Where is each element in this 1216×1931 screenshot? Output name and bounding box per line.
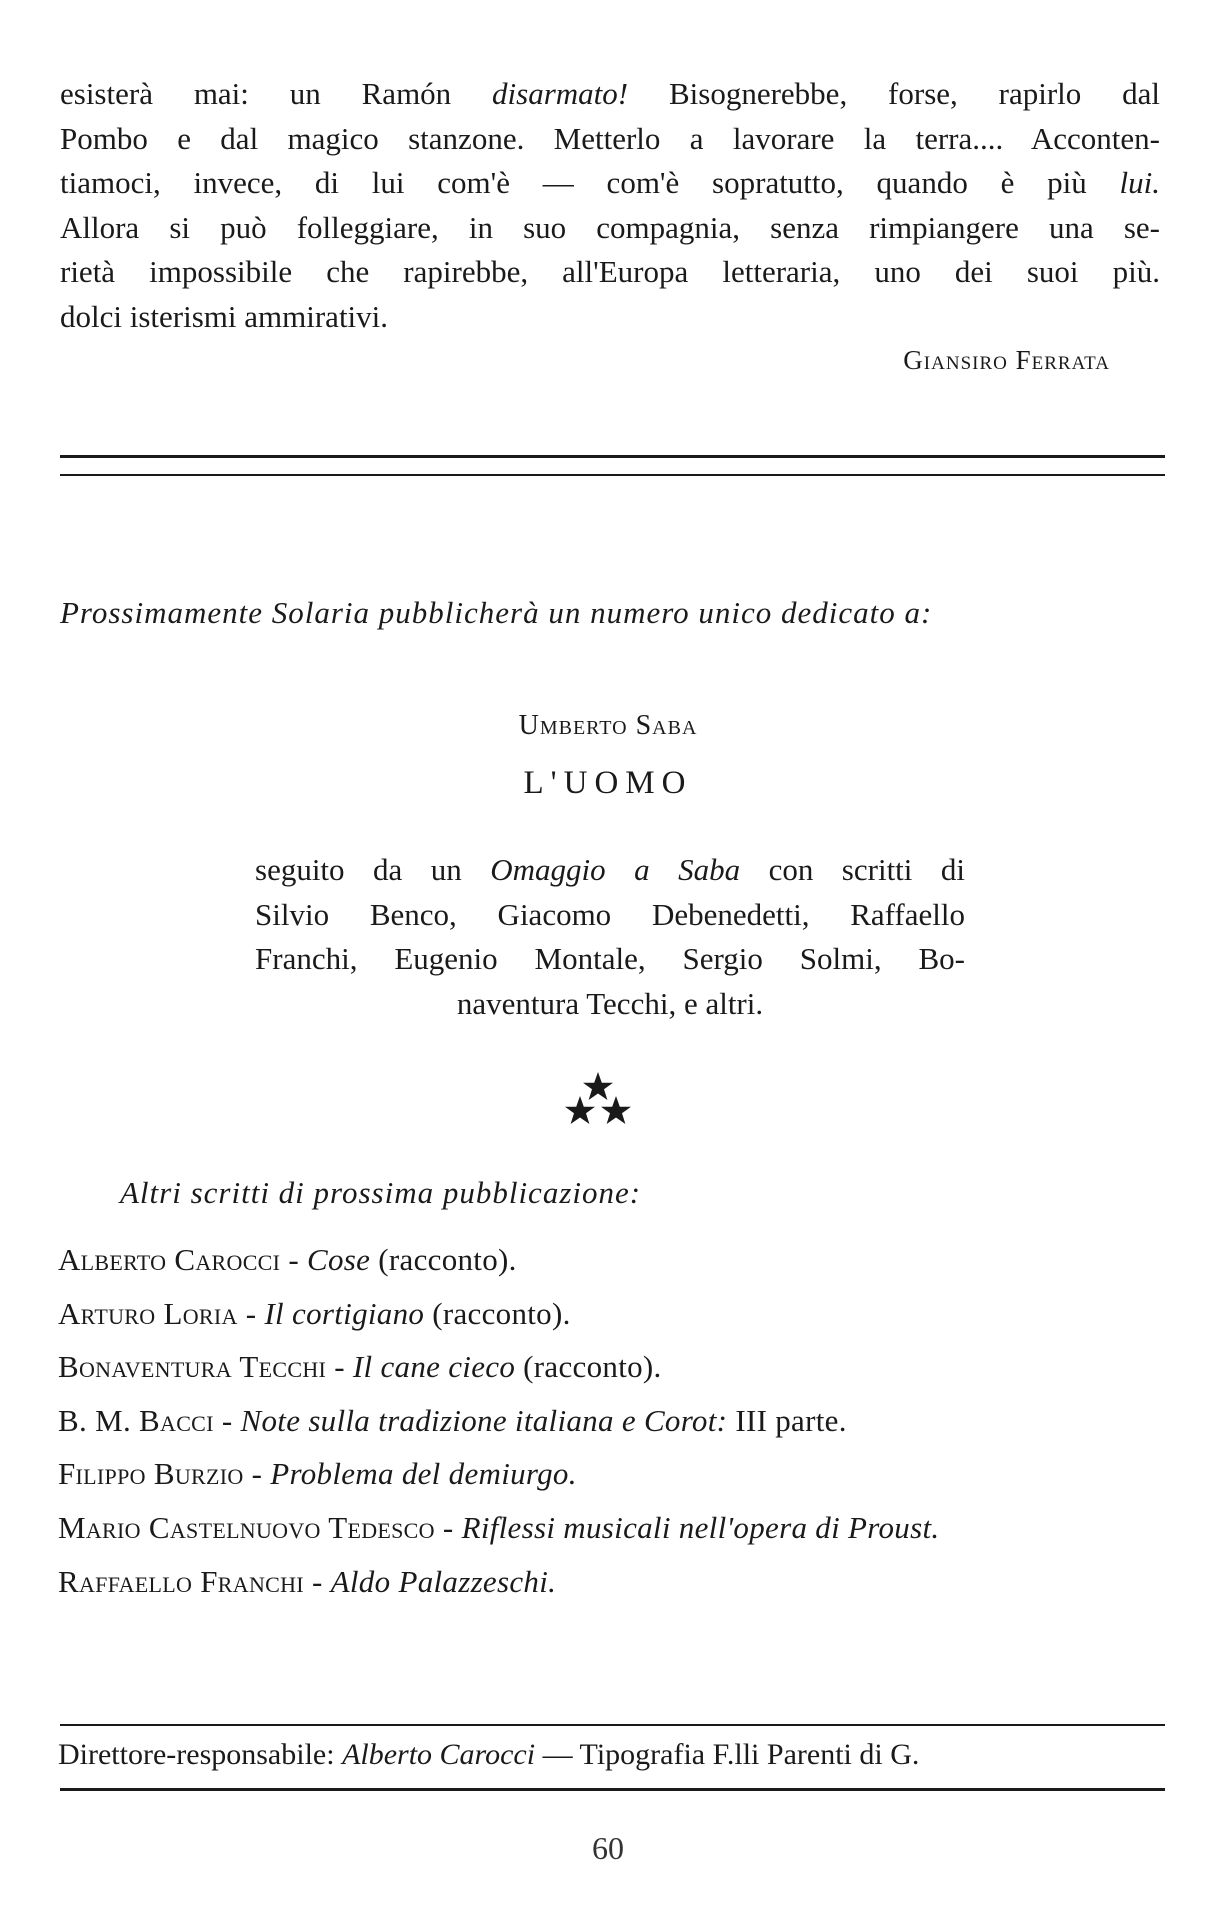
item-separator: - (280, 1242, 308, 1277)
page-number: 60 (592, 1830, 624, 1866)
omaggio-paragraph (255, 848, 965, 1026)
item-author: Bonaventura Tecchi (58, 1349, 327, 1385)
divider-rule-thick (60, 455, 1165, 458)
list-item (58, 1456, 1168, 1510)
item-separator: - (243, 1456, 271, 1492)
paragraph-line: tiamoci, invece, di lui com'è — com'è sopratutto, quando è più lui. (60, 165, 1160, 200)
item-work: Problema del demiurgo. (270, 1456, 577, 1492)
colophon-printer: — Tipografia F.lli Parenti di G. (535, 1738, 920, 1771)
item-work: Aldo Palazzeschi. (330, 1563, 557, 1599)
item-work: Riflessi musicali nell'opera di Proust. (461, 1509, 940, 1545)
item-note: (racconto). (424, 1295, 571, 1331)
item-separator: - (303, 1563, 331, 1599)
item-separator: - (213, 1402, 241, 1438)
paragraph-line: dolci isterismi ammirativi. (60, 298, 389, 334)
item-work: Il cane cieco (352, 1349, 516, 1385)
paragraph-line: rietà impossibile che rapirebbe, all'Europa letteraria, uno dei suoi più. (60, 254, 1160, 289)
divider-rule-thin (60, 474, 1165, 476)
italic-text: lui. (1119, 165, 1160, 200)
item-author: Filippo Burzio (58, 1456, 244, 1492)
footer-rule-bottom (60, 1788, 1165, 1791)
star-icon (583, 1072, 613, 1100)
item-separator: - (434, 1509, 462, 1545)
star-icon (601, 1096, 631, 1124)
item-author: Alberto Carocci (58, 1242, 281, 1277)
paragraph-line: Allora si può folleggiare, in suo compagnia, senza rimpiangere una se- (60, 209, 1160, 245)
article-signature: Giansiro Ferrata (903, 345, 1110, 375)
colophon-label: Direttore-responsabile: (58, 1738, 343, 1771)
list-item (58, 1564, 1168, 1618)
featured-author: Umberto Saba (518, 710, 698, 741)
list-item (58, 1349, 1168, 1403)
announcement-intro: Prossimamente Solaria pubblicherà un numero unico dedicato a: (60, 595, 933, 630)
item-note: (racconto). (370, 1242, 517, 1277)
colophon-director: Alberto Carocci (342, 1738, 536, 1771)
list-item (58, 1242, 1168, 1296)
star-icon (565, 1096, 595, 1124)
item-author: Raffaello Franchi (58, 1563, 304, 1599)
footer-rule-top (60, 1724, 1165, 1726)
paragraph-line: Franchi, Eugenio Montale, Sergio Solmi, Bo- (255, 941, 965, 976)
italic-text: disarmato! (492, 76, 629, 111)
paragraph-line: Pombo e dal magico stanzone. Metterlo a lavorare la terra.... Acconten- (60, 120, 1160, 156)
item-work: Cose (307, 1242, 371, 1277)
featured-title: L'UOMO (523, 765, 693, 801)
item-note: III parte. (727, 1402, 847, 1438)
list-item (58, 1296, 1168, 1350)
item-work: Note sulla tradizione italiana e Corot: (240, 1402, 728, 1438)
paragraph-line: seguito da un Omaggio a Saba con scritti di (255, 852, 965, 887)
paragraph-line: esisterà mai: un Ramón disarmato! Bisognerebbe, forse, rapirlo dal (60, 76, 1160, 111)
asterism-icon (563, 1070, 633, 1128)
item-author: B. M. Bacci (58, 1402, 214, 1438)
upcoming-heading: Altri scritti di prossima pubblicazione: (120, 1175, 642, 1210)
paragraph-line: Silvio Benco, Giacomo Debenedetti, Raffaello (255, 896, 965, 932)
item-separator: - (326, 1349, 353, 1385)
italic-text: Omaggio a Saba (490, 852, 741, 887)
item-author: Arturo Loria (58, 1295, 238, 1331)
item-author: Mario Castelnuovo Tedesco (58, 1509, 435, 1545)
item-work: Il cortigiano (264, 1295, 425, 1331)
list-item (58, 1403, 1168, 1457)
item-note: (racconto). (515, 1349, 662, 1385)
upcoming-list (58, 1242, 1168, 1617)
paragraph-line: naventura Tecchi, e altri. (456, 985, 764, 1021)
item-separator: - (237, 1295, 265, 1331)
list-item (58, 1510, 1168, 1564)
colophon (58, 1738, 1166, 1772)
continuation-paragraph (60, 72, 1160, 339)
